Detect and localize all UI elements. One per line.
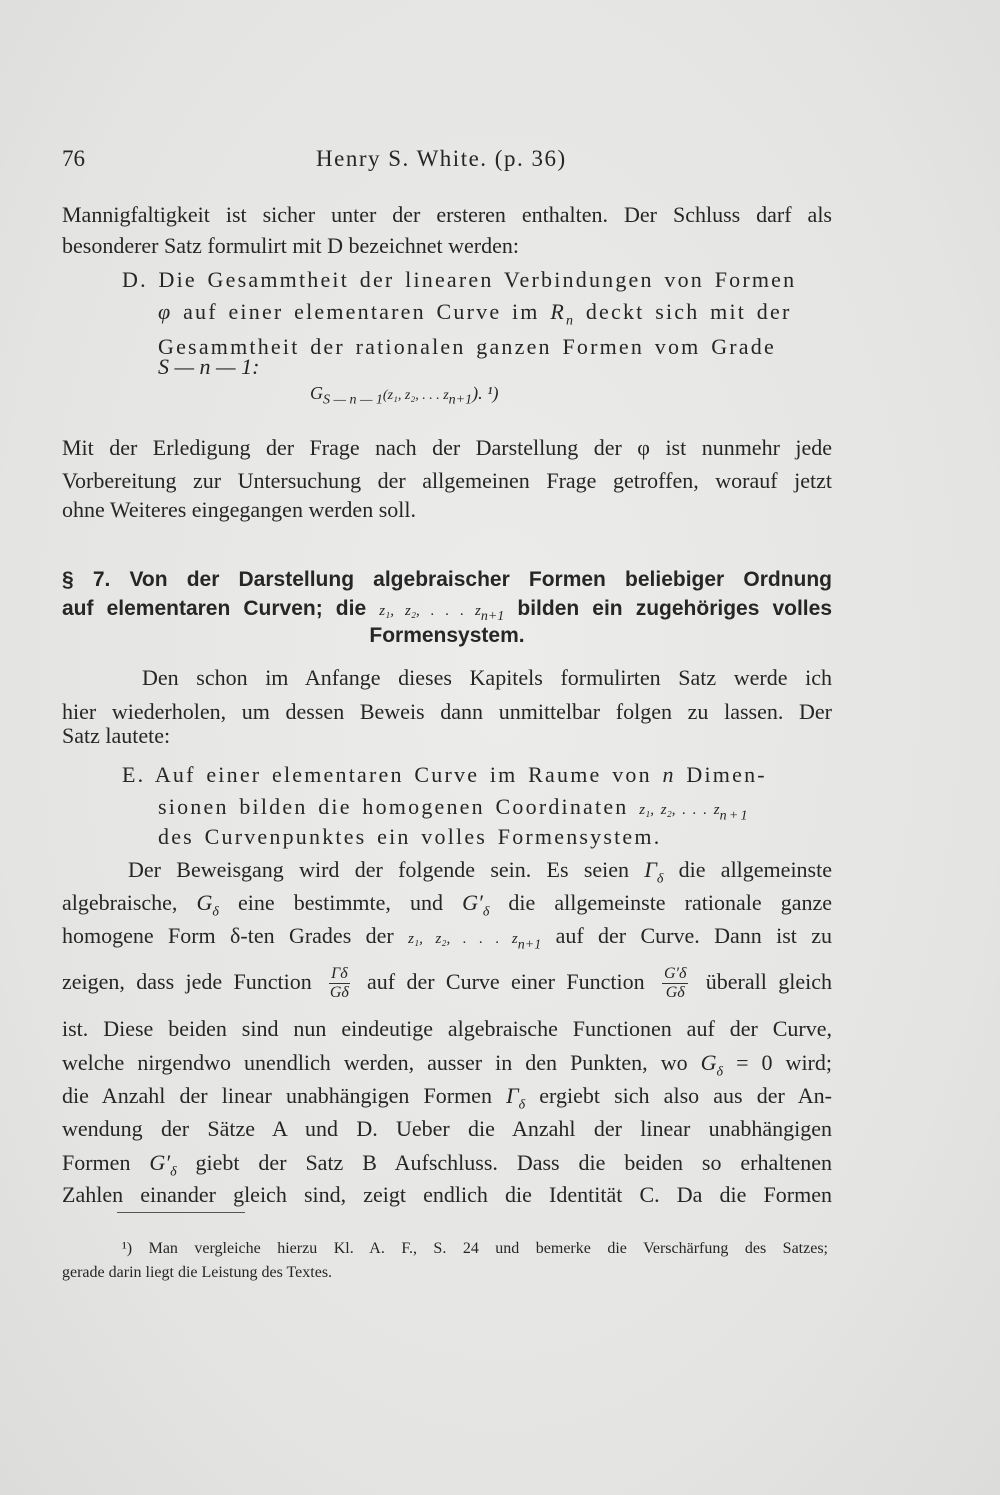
para2-line1: Mit der Erledigung der Frage nach der Darstellung der φ ist nunmehr jede (62, 435, 832, 460)
g-subscript-2: δ (716, 1064, 724, 1080)
fraction2-denominator: Gδ (665, 984, 685, 1002)
header-title: Henry S. White. (p. 36) (316, 146, 567, 171)
para4-line4-mid: auf der Curve einer Function (355, 969, 656, 994)
fraction1-numerator: Γδ (331, 965, 348, 983)
para4-line3 (62, 921, 832, 960)
formula-g-args: (z₁, z₂, . . . z (382, 388, 449, 403)
formula-g-subscript: S — n — 1 (323, 392, 383, 408)
theorem-e-line2-text: sionen bilden die homogenen Coordinaten (158, 794, 640, 819)
fraction-gprime-over-g (662, 965, 689, 1002)
running-header (62, 146, 832, 176)
para4-line1-text: Der Beweisgang wird der folgende sein. Es seien (128, 857, 645, 882)
section-heading-vars: z₁, z₂, . . . z (379, 603, 481, 619)
theorem-e-line3: des Curvenpunktes ein volles Formensystem. (158, 824, 662, 849)
para3-line1: Den schon im Anfange dieses Kapitels formulirten Satz werde ich (142, 665, 832, 690)
g-prime-symbol: G′ (462, 890, 483, 915)
para4-vars: z₁, z₂, . . . z (408, 931, 518, 947)
formula-g-symbol: G (310, 383, 323, 403)
para4-line7-end: ergiebt sich also aus der An- (525, 1083, 832, 1108)
para4-line6-end: = 0 wird; (723, 1050, 832, 1075)
theorem-e-subscript: n+1 (719, 808, 750, 824)
g-subscript: δ (212, 904, 219, 920)
para4-line4-end: überall gleich (694, 969, 832, 994)
section-heading-line2-end: bilden ein zugehöriges volles (504, 597, 832, 620)
g-prime-symbol-2: G′ (149, 1150, 171, 1175)
theorem-d-line2 (158, 297, 791, 336)
fraction2-numerator: G′δ (663, 965, 687, 983)
para4-line4-text: zeigen, dass jede Function (62, 969, 324, 994)
theorem-e-line1-text: E. Auf einer elementaren Curve im Raume von (122, 762, 663, 787)
r-symbol: R (550, 299, 566, 324)
gamma-subscript-2: δ (518, 1097, 526, 1113)
footnote-divider (117, 1212, 245, 1213)
gamma-subscript: δ (656, 871, 664, 887)
phi-symbol: φ (158, 299, 173, 324)
theorem-d-line4: S — n — 1: (158, 354, 260, 379)
formula-g (310, 378, 499, 416)
para4-line4 (62, 962, 832, 1002)
para4-line5: ist. Diese beiden sind nun eindeutige algebraische Functionen auf der Curve, (62, 1016, 832, 1041)
g-symbol-2: G (700, 1050, 717, 1075)
formula-g-last: n+1 (448, 392, 473, 408)
theorem-d-line2-end: deckt sich mit der (575, 299, 792, 324)
para4-line1-end: die allgemeinste (663, 857, 832, 882)
g-symbol: G (196, 890, 213, 915)
gamma-symbol: Γ (644, 857, 657, 882)
r-subscript: n (565, 313, 576, 329)
gamma-symbol-2: Γ (506, 1083, 519, 1108)
para2-line3: ohne Weiteres eingegangen werden soll. (62, 497, 416, 522)
section-heading-line3: Formensystem. (369, 624, 525, 647)
theorem-e-line1 (122, 760, 767, 790)
para4-line3-end: auf der Curve. Dann ist zu (541, 923, 833, 948)
para4-line2-mid: eine bestimmte, und (218, 890, 463, 915)
para1-line2: besonderer Satz formulirt mit D bezeichnet werden: (62, 233, 519, 258)
theorem-d-line1: D. Die Gesammtheit der linearen Verbindungen von Formen (122, 267, 797, 292)
para4-line2-end: die allgemeinste rationale ganze (489, 890, 833, 915)
theorem-e-line1-end: Dimen- (675, 762, 767, 787)
para4-line7-text: die Anzahl der linear unabhängigen Formen (62, 1083, 507, 1108)
para4-line6-text: welche nirgendwo unendlich werden, ausser in den Punkten, wo (62, 1050, 701, 1075)
para4-line9-end: giebt der Satz B Aufschluss. Dass die beiden so erhaltenen (176, 1150, 832, 1175)
para4-line10: Zahlen einander gleich sind, zeigt endlich die Identität C. Da die Formen (62, 1182, 832, 1207)
n-symbol: n (662, 762, 676, 787)
g-prime-subscript: δ (482, 904, 490, 920)
footnote-line1: ¹) Man vergleiche hierzu Kl. A. F., S. 24 und bemerke die Verschärfung des Satzes; (122, 1240, 828, 1257)
g-prime-subscript-2: δ (170, 1164, 177, 1180)
theorem-d-line3: Gesammtheit der rationalen ganzen Formen vom Grade (158, 334, 776, 359)
para1-line1: Mannigfaltigkeit ist sicher unter der ersteren enthalten. Der Schluss darf als (62, 202, 832, 227)
para4-line2-text: algebraische, (62, 890, 197, 915)
para2-line2: Vorbereitung zur Untersuchung der allgemeinen Frage getroffen, worauf jetzt (62, 468, 832, 493)
section-heading-line1: § 7. Von der Darstellung algebraischer Formen beliebiger Ordnung (62, 568, 832, 591)
para3-line3: Satz lautete: (62, 723, 171, 748)
footnote-line2: gerade darin liegt die Leistung des Textes. (62, 1264, 333, 1281)
para4-line9-text: Formen (62, 1150, 150, 1175)
section-heading-line2-text: auf elementaren Curven; die (62, 597, 380, 620)
theorem-e-vars: z₁, z₂, . . . z (639, 802, 720, 818)
theorem-d-line2-text: auf einer elementaren Curve im (172, 299, 551, 324)
fraction-gamma-over-g (329, 965, 350, 1002)
para4-line8: wendung der Sätze A und D. Ueber die Anzahl der linear unabhängigen (62, 1116, 832, 1141)
fraction1-denominator: Gδ (329, 984, 349, 1002)
formula-g-end: ). ¹) (472, 383, 499, 403)
page-number: 76 (62, 146, 85, 171)
section-heading-subscript: n+1 (480, 609, 505, 625)
para4-line3-text: homogene Form δ-ten Grades der (62, 923, 409, 948)
para4-vars-subscript: n+1 (517, 937, 542, 953)
para3-line2: hier wiederholen, um dessen Beweis dann unmittelbar folgen zu lassen. Der (62, 699, 832, 724)
